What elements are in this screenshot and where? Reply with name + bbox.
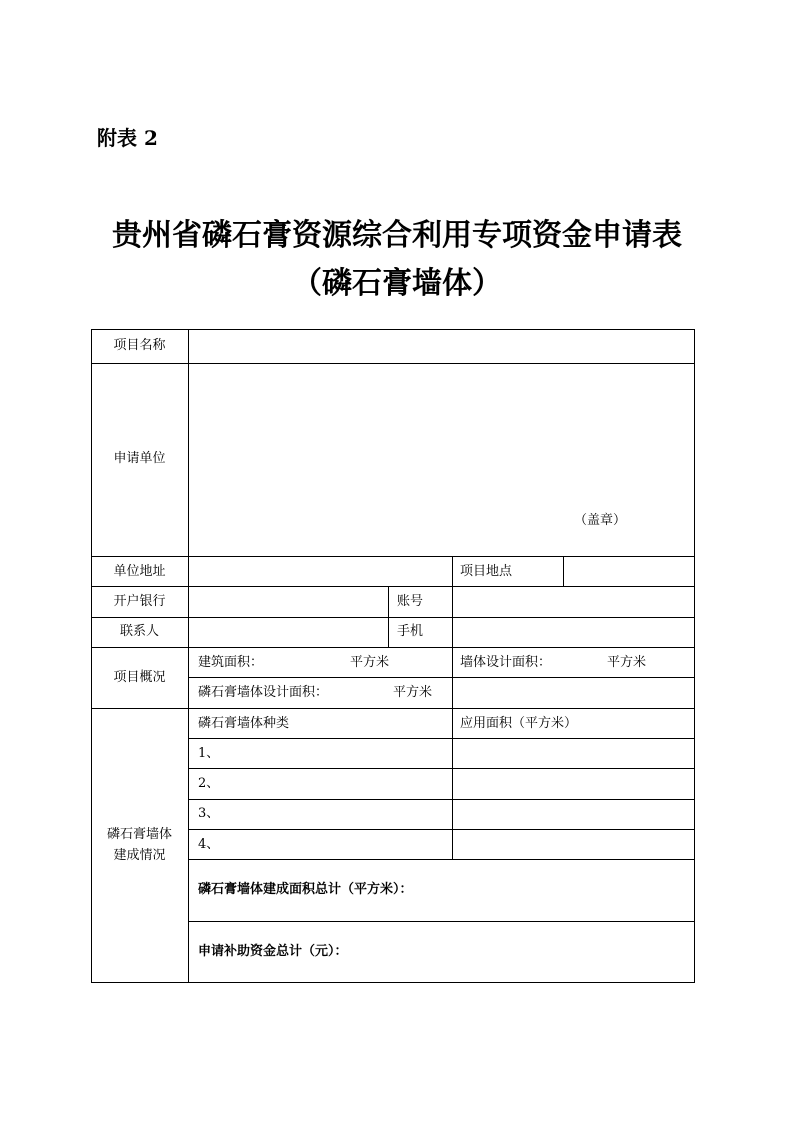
contact-field[interactable] bbox=[189, 618, 388, 647]
row-divider bbox=[188, 859, 695, 860]
project-name-field[interactable] bbox=[189, 330, 694, 363]
total-area-label: 磷石膏墙体建成面积总计（平方米）： bbox=[198, 882, 413, 897]
form-border-bottom bbox=[91, 982, 695, 983]
account-field[interactable] bbox=[453, 587, 694, 617]
wall-design-area-label: 墙体设计面积： bbox=[460, 655, 552, 670]
application-form bbox=[91, 329, 695, 983]
seal-label: （盖章） bbox=[574, 513, 627, 528]
overview-label: 项目概况 bbox=[113, 670, 166, 685]
address-label: 单位地址 bbox=[113, 564, 166, 579]
address-field[interactable] bbox=[189, 557, 452, 586]
bank-field[interactable] bbox=[189, 587, 388, 617]
page-title: 贵州省磷石膏资源综合利用专项资金申请表 bbox=[112, 218, 682, 253]
building-area-unit: 平方米 bbox=[350, 655, 390, 670]
row-divider bbox=[91, 647, 695, 648]
row-divider bbox=[188, 677, 695, 678]
row-divider bbox=[188, 799, 695, 800]
row-divider bbox=[91, 708, 695, 709]
form-border-left bbox=[91, 329, 92, 983]
column-divider bbox=[452, 708, 453, 860]
wall-type-header: 磷石膏墙体种类 bbox=[198, 716, 290, 731]
gypsum-wall-design-area-unit: 平方米 bbox=[393, 685, 433, 700]
completion-label-line1: 磷石膏墙体 bbox=[106, 827, 172, 842]
row-divider bbox=[188, 768, 695, 769]
account-label: 账号 bbox=[397, 594, 424, 609]
bank-label: 开户银行 bbox=[113, 594, 166, 609]
row-divider bbox=[188, 829, 695, 830]
wall-type-row-2: 2、 bbox=[198, 776, 220, 791]
form-border-right bbox=[694, 329, 695, 983]
wall-type-row-1: 1、 bbox=[198, 746, 220, 761]
project-name-label: 项目名称 bbox=[113, 338, 166, 353]
page-subtitle: （磷石膏墙体） bbox=[292, 266, 502, 301]
applicant-label: 申请单位 bbox=[113, 451, 166, 466]
building-area-label: 建筑面积： bbox=[198, 655, 264, 670]
column-divider bbox=[388, 586, 389, 648]
appendix-label: 附表 2 bbox=[97, 126, 158, 150]
project-location-field[interactable] bbox=[564, 557, 694, 586]
application-area-header: 应用面积（平方米） bbox=[460, 716, 578, 731]
phone-label: 手机 bbox=[397, 624, 424, 639]
completion-label-line2: 建成情况 bbox=[113, 848, 166, 863]
column-divider bbox=[452, 556, 453, 587]
wall-design-area-unit: 平方米 bbox=[607, 655, 647, 670]
phone-field[interactable] bbox=[453, 618, 694, 647]
row-divider bbox=[188, 921, 695, 922]
gypsum-wall-design-area-label: 磷石膏墙体设计面积： bbox=[198, 685, 329, 700]
total-subsidy-label: 申请补助资金总计（元）： bbox=[198, 944, 348, 959]
column-divider bbox=[452, 647, 453, 708]
contact-label: 联系人 bbox=[119, 624, 159, 639]
project-location-label: 项目地点 bbox=[460, 564, 513, 579]
wall-type-row-4: 4、 bbox=[198, 837, 220, 852]
row-divider bbox=[188, 738, 695, 739]
wall-type-row-3: 3、 bbox=[198, 806, 220, 821]
